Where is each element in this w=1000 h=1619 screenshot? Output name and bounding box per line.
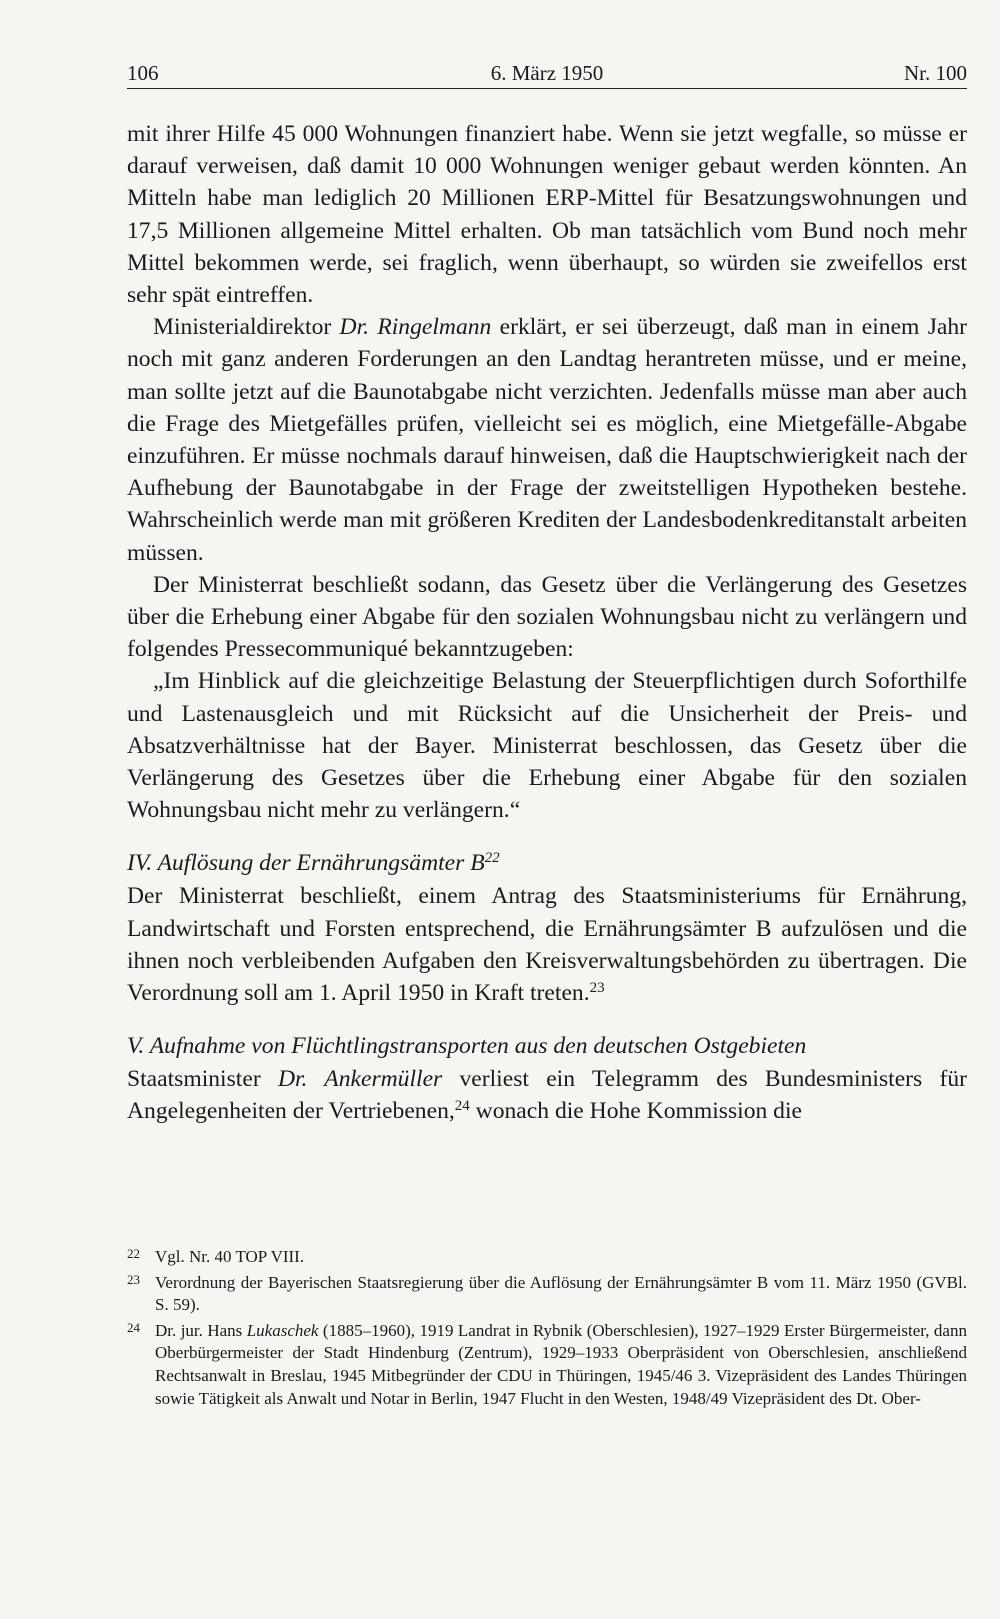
paragraph: mit ihrer Hilfe 45 000 Wohnungen finanziert habe. Wenn sie jetzt wegfalle, so müsse er darauf verweisen, daß damit 10 000 Wohnungen weniger gebaut werden könnten. An Mitteln habe man lediglich 20 Millionen ERP-Mittel für Besatzungswohnungen und 17,5 Millionen allgemeine Mittel erhalten. Ob man tatsächlich vom Bund noch mehr Mittel bekommen werde, sei fraglich, wenn überhaupt, so würden sie zweifellos erst sehr spät eintreffen.: [127, 121, 967, 309]
footnote-number: 22: [127, 1246, 140, 1261]
paragraph: Ministerialdirektor Dr. Ringelmann erklärt, er sei überzeugt, daß man in einem Jahr noch mit ganz anderen Forderungen an den Landtag herantreten müsse, und er meine, man sollte jetzt auf die Baunotabgabe nicht verzichten. Jedenfalls müsse man aber auch die Frage des Mietgefälles prüfen, vielleicht sei es möglich, eine Mietgefälle-Abgabe einzuführen. Er müsse nochmals darauf hinweisen, daß die Hauptschwierigkeit nach der Aufhebung der Baunotabgabe in der Frage der zweitstelligen Hypotheken bestehe. Wahrscheinlich werde man mit größeren Krediten der Landesbodenkreditanstalt arbeiten müssen.: [127, 314, 967, 566]
page-number: 106: [127, 61, 159, 85]
footnote-number: 24: [127, 1319, 140, 1335]
footnote-number: 23: [127, 1271, 140, 1287]
footnote: 22 Vgl. Nr. 40 TOP VIII.: [127, 1246, 967, 1269]
footnotes: [127, 1246, 967, 1413]
press-quote: „Im Hinblick auf die gleichzeitige Belastung der Steuerpflichtigen durch Soforthilfe und Lastenausgleich und mit Rücksicht auf die Unsicherheit der Preis- und Absatzverhältnisse hat der Bayer. Ministerrat beschlossen, das Gesetz über die Verlängerung des Gesetzes über die Erhebung einer Abgabe für den sozialen Wohnungsbau nicht mehr zu verlängern.“: [127, 668, 967, 824]
paragraph: Staatsminister Dr. Ankermüller verliest ein Telegramm des Bundesministers für Angelegenheiten der Vertriebenen,$^{24}$ wonach die Hohe Kommission die: [127, 1066, 967, 1125]
running-header: [127, 58, 967, 89]
footnote: 24 Dr. jur. Hans Lukaschek (1885–1960), 1919 Landrat in Rybnik (Oberschlesien), 1927–1929 Erster Bürgermeister, dann Oberbürgermeister der Stadt Hindenburg (Zentrum), 1929–1933 Oberpräsident von Oberschlesien, anschließend Rechtsanwalt in Breslau, 1945 Mitbegründer der CDU in Thüringen, 1945/46 3. Vizepräsident des Landes Thüringen sowie Tätigkeit als Anwalt und Notar in Berlin, 1947 Flucht in den Westen, 1948/49 Vizepräsident des Dt. Ober-: [127, 1320, 967, 1410]
paragraph: Der Ministerrat beschließt sodann, das Gesetz über die Verlängerung des Gesetzes über die Erhebung einer Abgabe für den sozialen Wohnungsbau nicht zu verlängern und folgendes Pressecommuniqué bekanntzugeben:: [127, 571, 967, 663]
person-name: Lukaschek: [246, 1320, 319, 1340]
header-date: 6. März 1950: [490, 61, 604, 85]
footnote-ref: 22: [484, 850, 500, 867]
footnote-ref: 24: [454, 1098, 470, 1115]
section-heading: V. Aufnahme von Flüchtlingstransporten aus den deutschen Ostgebieten: [127, 1033, 807, 1060]
footnote: 23 Verordnung der Bayerischen Staatsregierung über die Auflösung der Ernährungsämter B vom 11. März 1950 (GVBl. S. 59).: [127, 1272, 967, 1317]
person-name: Dr. Ankermüller: [277, 1066, 443, 1093]
document-number: Nr. 100: [904, 61, 967, 85]
main-text: [127, 118, 967, 1128]
footnote-ref: 23: [589, 980, 605, 997]
paragraph: Der Ministerrat beschließt, einem Antrag des Staatsministeriums für Ernährung, Landwirtschaft und Forsten entsprechend, die Ernährungsämter B aufzulösen und die ihnen noch verbleibenden Aufgaben den Kreisverwaltungsbehörden zu übertragen. Die Verordnung soll am 1. April 1950 in Kraft treten.$^{23}$: [127, 883, 967, 1007]
person-name: Dr. Ringelmann: [339, 314, 492, 341]
section-heading: IV. Auflösung der Ernährungsämter $B^{22}$: [127, 850, 500, 877]
